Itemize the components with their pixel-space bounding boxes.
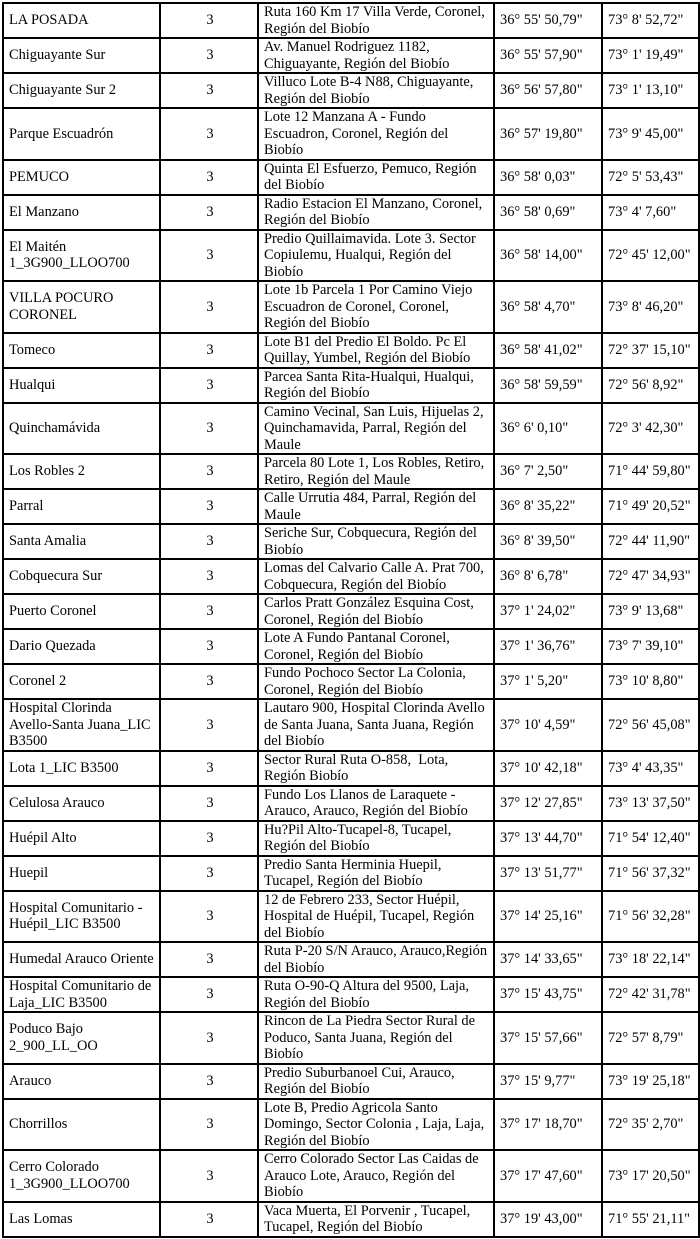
table-row — [3, 856, 699, 891]
site-name-cell: VILLA POCURO CORONEL — [3, 281, 160, 333]
table-row — [3, 594, 699, 629]
sector-count-cell: 3 — [160, 891, 258, 943]
sector-count-cell: 3 — [160, 977, 258, 1012]
longitude-cell: 71° 56' 32,28" — [602, 891, 699, 943]
latitude-cell: 36° 58' 0,03" — [494, 160, 602, 195]
site-name-cell: Quinchamávida — [3, 403, 160, 455]
latitude-cell: 37° 15' 43,75" — [494, 977, 602, 1012]
latitude-cell: 36° 58' 14,00" — [494, 230, 602, 282]
table-row — [3, 699, 699, 751]
latitude-cell: 37° 10' 4,59" — [494, 699, 602, 751]
longitude-cell: 73° 8' 46,20" — [602, 281, 699, 333]
latitude-cell: 36° 55' 57,90" — [494, 38, 602, 73]
table-row — [3, 786, 699, 821]
address-cell: Sector Rural Ruta O-858, Lota, Región Biobío — [258, 751, 494, 786]
latitude-cell: 36° 8' 39,50" — [494, 524, 602, 559]
latitude-cell: 36° 58' 59,59" — [494, 368, 602, 403]
latitude-cell: 37° 13' 51,77" — [494, 856, 602, 891]
sites-table — [2, 2, 700, 1238]
table-row — [3, 1064, 699, 1099]
sector-count-cell: 3 — [160, 73, 258, 108]
latitude-cell: 37° 10' 42,18" — [494, 751, 602, 786]
latitude-cell: 36° 7' 2,50" — [494, 454, 602, 489]
site-name-cell: Chiguayante Sur — [3, 38, 160, 73]
site-name-cell: Puerto Coronel — [3, 594, 160, 629]
address-cell: Lote 1b Parcela 1 Por Camino Viejo Escuadron de Coronel, Coronel, Región del Biobío — [258, 281, 494, 333]
site-name-cell: Los Robles 2 — [3, 454, 160, 489]
sector-count-cell: 3 — [160, 942, 258, 977]
site-name-cell: Lota 1_LIC B3500 — [3, 751, 160, 786]
site-name-cell: Tomeco — [3, 333, 160, 368]
address-cell: Parcela 80 Lote 1, Los Robles, Retiro, Retiro, Región del Maule — [258, 454, 494, 489]
longitude-cell: 72° 44' 11,90" — [602, 524, 699, 559]
site-name-cell: Cobquecura Sur — [3, 559, 160, 594]
site-name-cell: Santa Amalia — [3, 524, 160, 559]
site-name-cell: LA POSADA — [3, 3, 160, 38]
longitude-cell: 72° 56' 8,92" — [602, 368, 699, 403]
sector-count-cell: 3 — [160, 489, 258, 524]
sector-count-cell: 3 — [160, 195, 258, 230]
longitude-cell: 73° 9' 13,68" — [602, 594, 699, 629]
address-cell: Ruta 160 Km 17 Villa Verde, Coronel, Región del Biobío — [258, 3, 494, 38]
latitude-cell: 37° 1' 24,02" — [494, 594, 602, 629]
latitude-cell: 36° 6' 0,10" — [494, 403, 602, 455]
table-row — [3, 1150, 699, 1202]
table-row — [3, 160, 699, 195]
table-row — [3, 489, 699, 524]
longitude-cell: 73° 17' 20,50" — [602, 1150, 699, 1202]
table-row — [3, 368, 699, 403]
address-cell: Lomas del Calvario Calle A. Prat 700, Cobquecura, Región del Biobío — [258, 559, 494, 594]
site-name-cell: Hospital Clorinda Avello-Santa Juana_LIC B3500 — [3, 699, 160, 751]
table-row — [3, 108, 699, 160]
sector-count-cell: 3 — [160, 160, 258, 195]
site-name-cell: Parque Escuadrón — [3, 108, 160, 160]
address-cell: Cerro Colorado Sector Las Caidas de Arauco Lote, Arauco, Región del Biobío — [258, 1150, 494, 1202]
sector-count-cell: 3 — [160, 786, 258, 821]
address-cell: Quinta El Esfuerzo, Pemuco, Región del Biobío — [258, 160, 494, 195]
address-cell: Predio Quillaimavida. Lote 3. Sector Copiulemu, Hualqui, Región del Biobío — [258, 230, 494, 282]
table-row — [3, 1012, 699, 1064]
latitude-cell: 37° 15' 57,66" — [494, 1012, 602, 1064]
address-cell: Fundo Los Llanos de Laraquete - Arauco, Arauco, Región del Biobío — [258, 786, 494, 821]
latitude-cell: 37° 1' 36,76" — [494, 629, 602, 664]
latitude-cell: 37° 12' 27,85" — [494, 786, 602, 821]
sector-count-cell: 3 — [160, 108, 258, 160]
site-name-cell: Arauco — [3, 1064, 160, 1099]
address-cell: Camino Vecinal, San Luis, Hijuelas 2, Quinchamavida, Parral, Región del Maule — [258, 403, 494, 455]
address-cell: Predio Santa Herminia Huepil, Tucapel, Región del Biobío — [258, 856, 494, 891]
longitude-cell: 73° 13' 37,50" — [602, 786, 699, 821]
table-row — [3, 38, 699, 73]
address-cell: Villuco Lote B-4 N88, Chiguayante, Región del Biobío — [258, 73, 494, 108]
sector-count-cell: 3 — [160, 1202, 258, 1237]
table-row — [3, 891, 699, 943]
latitude-cell: 37° 1' 5,20" — [494, 664, 602, 699]
site-name-cell: Humedal Arauco Oriente — [3, 942, 160, 977]
site-name-cell: PEMUCO — [3, 160, 160, 195]
table-row — [3, 1202, 699, 1237]
longitude-cell: 73° 10' 8,80" — [602, 664, 699, 699]
longitude-cell: 71° 44' 59,80" — [602, 454, 699, 489]
longitude-cell: 72° 47' 34,93" — [602, 559, 699, 594]
sector-count-cell: 3 — [160, 1064, 258, 1099]
address-cell: Ruta P-20 S/N Arauco, Arauco,Región del Biobío — [258, 942, 494, 977]
longitude-cell: 72° 35' 2,70" — [602, 1099, 699, 1151]
site-name-cell: Chorrillos — [3, 1099, 160, 1151]
table-row — [3, 73, 699, 108]
longitude-cell: 73° 9' 45,00" — [602, 108, 699, 160]
address-cell: Vaca Muerta, El Porvenir , Tucapel, Tucapel, Región del Biobío — [258, 1202, 494, 1237]
sector-count-cell: 3 — [160, 1012, 258, 1064]
site-name-cell: Poduco Bajo 2_900_LL_OO — [3, 1012, 160, 1064]
sector-count-cell: 3 — [160, 403, 258, 455]
site-name-cell: Las Lomas — [3, 1202, 160, 1237]
latitude-cell: 36° 55' 50,79" — [494, 3, 602, 38]
site-name-cell: Coronel 2 — [3, 664, 160, 699]
address-cell: Lote 12 Manzana A - Fundo Escuadron, Coronel, Región del Biobío — [258, 108, 494, 160]
site-name-cell: El Manzano — [3, 195, 160, 230]
latitude-cell: 37° 13' 44,70" — [494, 821, 602, 856]
latitude-cell: 37° 14' 25,16" — [494, 891, 602, 943]
table-row — [3, 195, 699, 230]
address-cell: Hu?Pil Alto-Tucapel-8, Tucapel, Región del Biobío — [258, 821, 494, 856]
sector-count-cell: 3 — [160, 333, 258, 368]
address-cell: Seriche Sur, Cobquecura, Región del Biobío — [258, 524, 494, 559]
sector-count-cell: 3 — [160, 629, 258, 664]
site-name-cell: Hospital Comunitario de Laja_LIC B3500 — [3, 977, 160, 1012]
address-cell: 12 de Febrero 233, Sector Huépil, Hospital de Huépil, Tucapel, Región del Biobío — [258, 891, 494, 943]
site-name-cell: Hospital Comunitario - Huépil_LIC B3500 — [3, 891, 160, 943]
address-cell: Fundo Pochoco Sector La Colonia, Coronel, Región del Biobío — [258, 664, 494, 699]
sector-count-cell: 3 — [160, 664, 258, 699]
table-row — [3, 403, 699, 455]
sector-count-cell: 3 — [160, 3, 258, 38]
address-cell: Rincon de La Piedra Sector Rural de Poduco, Santa Juana, Región del Biobío — [258, 1012, 494, 1064]
longitude-cell: 73° 1' 13,10" — [602, 73, 699, 108]
longitude-cell: 71° 55' 21,11" — [602, 1202, 699, 1237]
longitude-cell: 73° 18' 22,14" — [602, 942, 699, 977]
longitude-cell: 73° 8' 52,72" — [602, 3, 699, 38]
sector-count-cell: 3 — [160, 368, 258, 403]
longitude-cell: 72° 57' 8,79" — [602, 1012, 699, 1064]
table-row — [3, 664, 699, 699]
site-name-cell: Cerro Colorado 1_3G900_LLOO700 — [3, 1150, 160, 1202]
table-row — [3, 281, 699, 333]
address-cell: Lautaro 900, Hospital Clorinda Avello de Santa Juana, Santa Juana, Región del Biobío — [258, 699, 494, 751]
site-name-cell: Huépil Alto — [3, 821, 160, 856]
site-name-cell: Dario Quezada — [3, 629, 160, 664]
sites-table-body — [3, 3, 699, 1237]
sector-count-cell: 3 — [160, 699, 258, 751]
latitude-cell: 36° 58' 4,70" — [494, 281, 602, 333]
longitude-cell: 72° 3' 42,30" — [602, 403, 699, 455]
site-name-cell: Chiguayante Sur 2 — [3, 73, 160, 108]
table-row — [3, 1099, 699, 1151]
address-cell: Ruta O-90-Q Altura del 9500, Laja, Región del Biobío — [258, 977, 494, 1012]
address-cell: Lote B1 del Predio El Boldo. Pc El Quillay, Yumbel, Región del Biobío — [258, 333, 494, 368]
address-cell: Radio Estacion El Manzano, Coronel, Región del Biobío — [258, 195, 494, 230]
table-row — [3, 629, 699, 664]
sector-count-cell: 3 — [160, 1099, 258, 1151]
table-row — [3, 3, 699, 38]
table-row — [3, 559, 699, 594]
longitude-cell: 73° 4' 43,35" — [602, 751, 699, 786]
longitude-cell: 72° 37' 15,10" — [602, 333, 699, 368]
sector-count-cell: 3 — [160, 559, 258, 594]
longitude-cell: 72° 42' 31,78" — [602, 977, 699, 1012]
latitude-cell: 36° 58' 0,69" — [494, 195, 602, 230]
latitude-cell: 37° 17' 47,60" — [494, 1150, 602, 1202]
sector-count-cell: 3 — [160, 751, 258, 786]
site-name-cell: Parral — [3, 489, 160, 524]
sector-count-cell: 3 — [160, 454, 258, 489]
latitude-cell: 37° 15' 9,77" — [494, 1064, 602, 1099]
address-cell: Calle Urrutia 484, Parral, Región del Maule — [258, 489, 494, 524]
address-cell: Lote A Fundo Pantanal Coronel, Coronel, Región del Biobío — [258, 629, 494, 664]
sector-count-cell: 3 — [160, 856, 258, 891]
table-row — [3, 524, 699, 559]
address-cell: Lote B, Predio Agricola Santo Domingo, Sector Colonia , Laja, Laja, Región del Biobío — [258, 1099, 494, 1151]
longitude-cell: 72° 56' 45,08" — [602, 699, 699, 751]
table-row — [3, 454, 699, 489]
site-name-cell: Celulosa Arauco — [3, 786, 160, 821]
latitude-cell: 36° 58' 41,02" — [494, 333, 602, 368]
address-cell: Parcea Santa Rita-Hualqui, Hualqui, Región del Biobío — [258, 368, 494, 403]
latitude-cell: 36° 8' 35,22" — [494, 489, 602, 524]
address-cell: Predio Suburbanoel Cui, Arauco, Región del Biobío — [258, 1064, 494, 1099]
sector-count-cell: 3 — [160, 821, 258, 856]
site-name-cell: Huepil — [3, 856, 160, 891]
sector-count-cell: 3 — [160, 38, 258, 73]
sector-count-cell: 3 — [160, 281, 258, 333]
longitude-cell: 73° 19' 25,18" — [602, 1064, 699, 1099]
table-row — [3, 977, 699, 1012]
latitude-cell: 37° 17' 18,70" — [494, 1099, 602, 1151]
latitude-cell: 37° 14' 33,65" — [494, 942, 602, 977]
table-row — [3, 942, 699, 977]
address-cell: Carlos Pratt González Esquina Cost, Coronel, Región del Biobío — [258, 594, 494, 629]
longitude-cell: 72° 5' 53,43" — [602, 160, 699, 195]
longitude-cell: 71° 49' 20,52" — [602, 489, 699, 524]
longitude-cell: 71° 56' 37,32" — [602, 856, 699, 891]
site-name-cell: El Maitén 1_3G900_LLOO700 — [3, 230, 160, 282]
sector-count-cell: 3 — [160, 1150, 258, 1202]
sector-count-cell: 3 — [160, 230, 258, 282]
address-cell: Av. Manuel Rodriguez 1182, Chiguayante, Región del Biobío — [258, 38, 494, 73]
table-row — [3, 751, 699, 786]
latitude-cell: 36° 8' 6,78" — [494, 559, 602, 594]
latitude-cell: 37° 19' 43,00" — [494, 1202, 602, 1237]
table-row — [3, 333, 699, 368]
latitude-cell: 36° 56' 57,80" — [494, 73, 602, 108]
longitude-cell: 72° 45' 12,00" — [602, 230, 699, 282]
site-name-cell: Hualqui — [3, 368, 160, 403]
sector-count-cell: 3 — [160, 524, 258, 559]
latitude-cell: 36° 57' 19,80" — [494, 108, 602, 160]
table-row — [3, 821, 699, 856]
longitude-cell: 73° 1' 19,49" — [602, 38, 699, 73]
longitude-cell: 73° 7' 39,10" — [602, 629, 699, 664]
longitude-cell: 73° 4' 7,60" — [602, 195, 699, 230]
table-row — [3, 230, 699, 282]
sector-count-cell: 3 — [160, 594, 258, 629]
longitude-cell: 71° 54' 12,40" — [602, 821, 699, 856]
